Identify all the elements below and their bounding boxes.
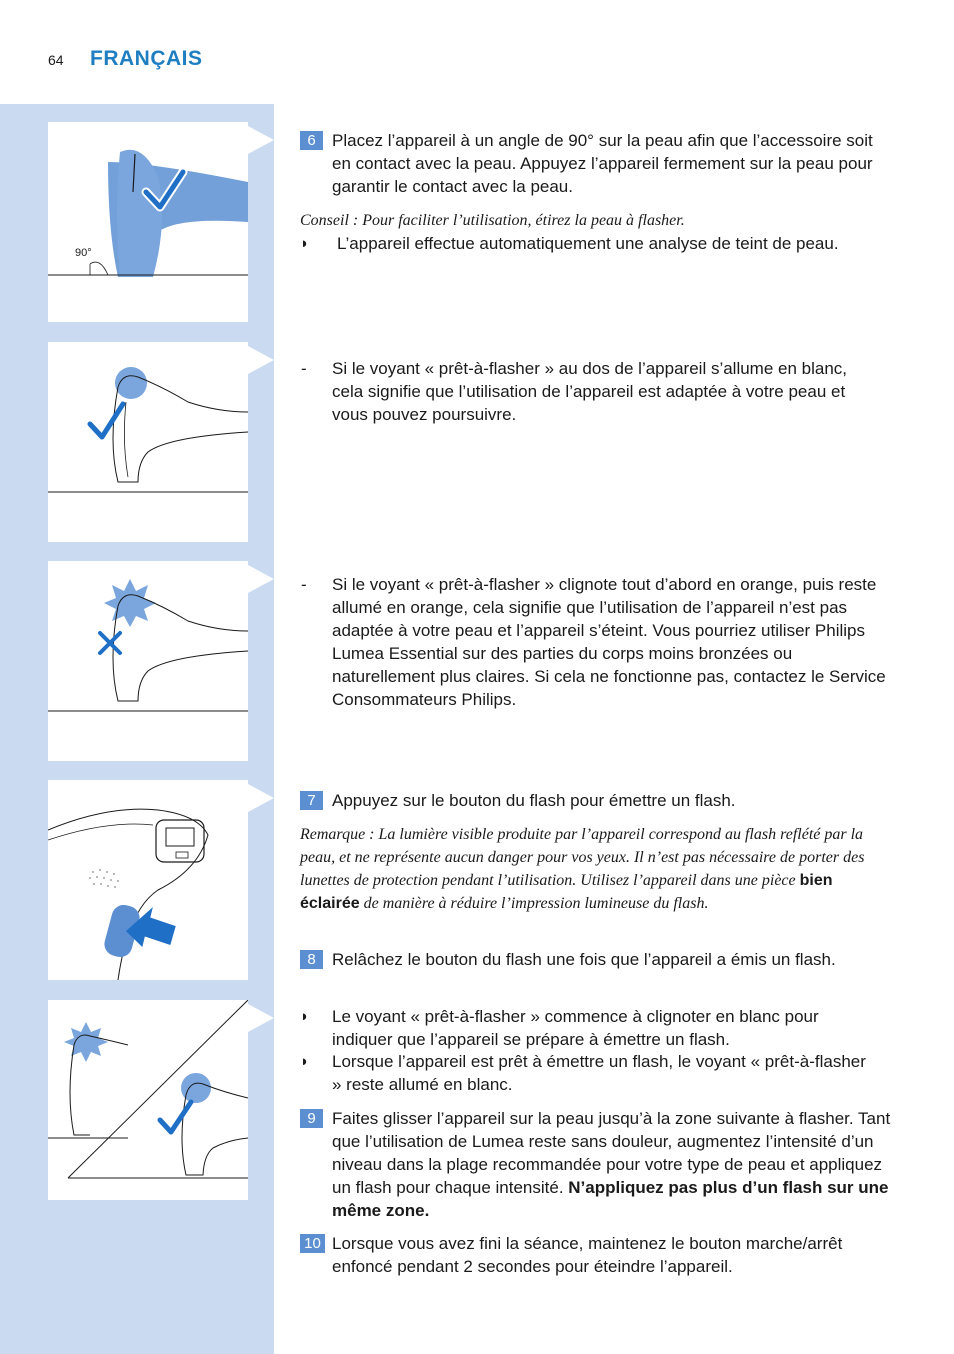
- panel-pointer: [248, 565, 274, 593]
- angle-label: 90°: [75, 247, 92, 259]
- device-button-drawing: [48, 780, 248, 980]
- tip-text: Conseil : Pour faciliter l’utilisation, étirez la peau à flasher.: [300, 212, 685, 229]
- step-number-badge: 10: [300, 1234, 325, 1253]
- ready-white-text: Si le voyant « prêt-à-flasher » au dos de l’appareil s’allume en blanc, cela signifie que l’utilisation de l’appareil est adaptée à votre peau et vous pouvez poursuivre.: [332, 359, 848, 424]
- result-bullet: ◗: [300, 1008, 310, 1025]
- device-slide-drawing: [48, 1000, 248, 1200]
- note-emphasis: bien éclairée: [300, 872, 833, 912]
- step-6-text: Placez l’appareil à un angle de 90° sur la peau afin que l’accessoire soit en contact avec la peau. Appuyez l’appareil fermement sur la peau pour garantir le contact avec la peau.: [332, 131, 873, 196]
- illustration-slide: [48, 1000, 248, 1200]
- step-8-text: Relâchez le bouton du flash une fois que l’appareil a émis un flash.: [332, 950, 836, 969]
- step-10-text: Lorsque vous avez fini la séance, maintenez le bouton marche/arrêt enfoncé pendant 2 secondes pour éteindre l’appareil.: [332, 1234, 843, 1276]
- step-number-badge: 7: [300, 791, 323, 810]
- illustration-not-suitable: [48, 561, 248, 761]
- illustration-angle-90: [48, 122, 248, 322]
- result-blinking: Le voyant « prêt-à-flasher » commence à clignoter en blanc pour indiquer que l’appareil se prépare à émettre un flash.: [332, 1007, 819, 1049]
- step-7-text: Appuyez sur le bouton du flash pour émettre un flash.: [332, 791, 736, 810]
- result-skin-analysis: L’appareil effectue automatiquement une analyse de teint de peau.: [337, 234, 839, 253]
- device-check-drawing: [48, 342, 248, 542]
- panel-pointer: [248, 126, 274, 154]
- step-9-warning: N’appliquez pas plus d’un flash sur une même zone.: [332, 1178, 889, 1220]
- page-number: 64: [48, 52, 64, 68]
- note-text-end: de manière à réduire l’impression lumineuse du flash.: [359, 895, 709, 912]
- step-number-badge: 9: [300, 1109, 323, 1128]
- result-bullet: ◗: [300, 235, 310, 252]
- device-angle-drawing: [48, 122, 248, 322]
- dash-marker: -: [301, 359, 307, 378]
- result-ready: Lorsque l’appareil est prêt à émettre un flash, le voyant « prêt-à-flasher » reste allumé en blanc.: [332, 1052, 866, 1094]
- note-text-start: Remarque : La lumière visible produite par l’appareil correspond au flash reflété par la peau, et ne représente aucun danger pour vos yeux. Il n’est pas nécessaire de porter des lunettes de protection pendant l’utilisation. Utilisez l’appareil dans une pièce: [300, 826, 865, 889]
- step-9-body: Faites glisser l’appareil sur la peau jusqu’à la zone suivante à flasher. Tant que l’utilisation de Lumea reste sans douleur, augmentez l’intensité d’un niveau dans la plage recommandée pour votre type de peau et appliquez un flash pour chaque intensité.: [332, 1109, 891, 1197]
- note-text: [300, 823, 892, 915]
- result-bullet: ◗: [300, 1053, 310, 1070]
- panel-pointer: [248, 346, 274, 374]
- step-number-badge: 8: [300, 950, 323, 969]
- step-number-badge: 6: [300, 131, 323, 150]
- device-cross-drawing: [48, 561, 248, 761]
- dash-marker: -: [301, 575, 307, 594]
- not-suitable-text: Si le voyant « prêt-à-flasher » clignote tout d’abord en orange, puis reste allumé en orange, cela signifie que l’utilisation de l’appareil n’est pas adaptée à votre peau et l’appareil s’éteint. Vous pourriez utiliser Philips Lumea Essential sur des parties du corps moins bronzées ou naturellement plus claires. Si cela ne fonctionne pas, contactez le Service Consommateurs Philips.: [332, 575, 886, 709]
- step-9-text: [332, 1107, 892, 1222]
- panel-pointer: [248, 1004, 274, 1032]
- language-heading: FRANÇAIS: [90, 47, 203, 70]
- panel-pointer: [248, 784, 274, 812]
- illustration-flash-button: [48, 780, 248, 980]
- illustration-ready-white: [48, 342, 248, 542]
